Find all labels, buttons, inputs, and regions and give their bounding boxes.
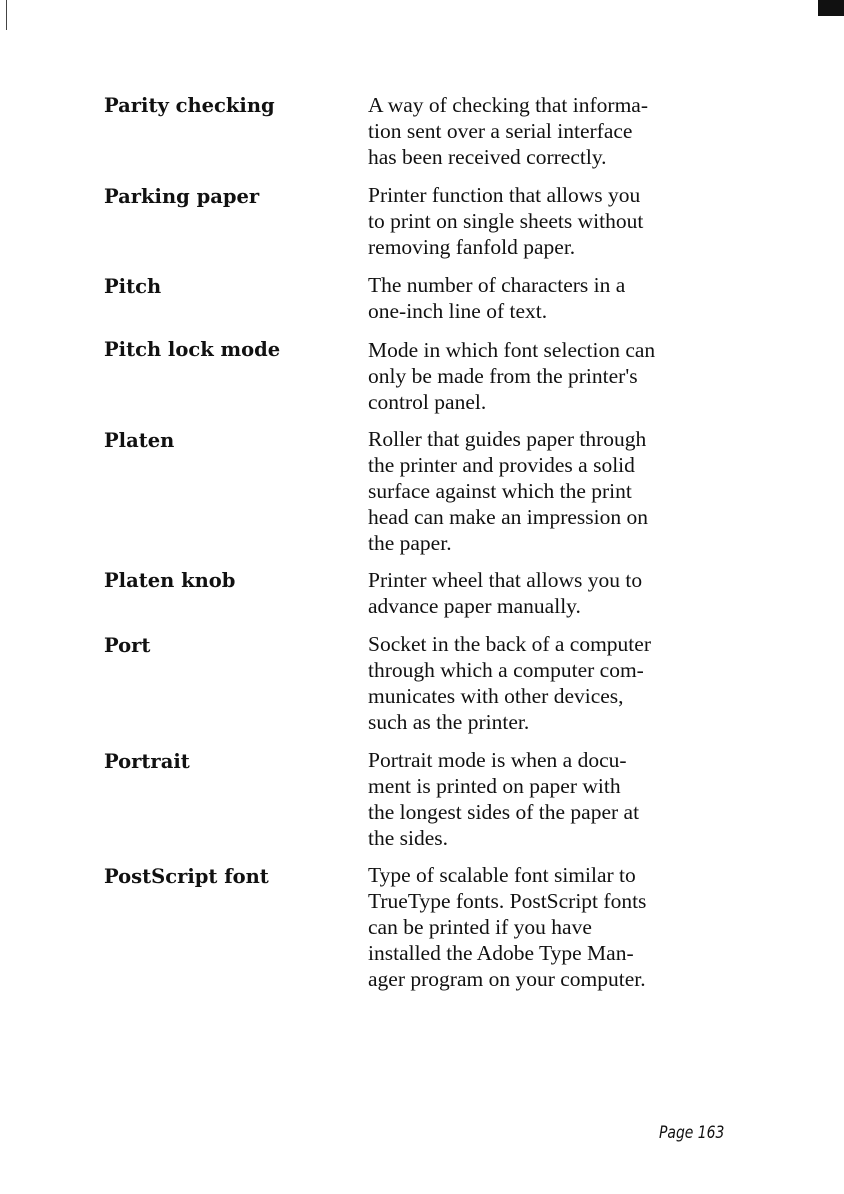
definition-line: Socket in the back of a computer: [368, 632, 651, 656]
definition-line: Printer wheel that allows you to: [368, 568, 643, 592]
definition-line: tion sent over a serial interface: [368, 119, 633, 143]
glossary-term: Parity checking: [104, 94, 275, 117]
definition-line: only be made from the printer's: [368, 364, 638, 388]
definition-line: Mode in which font selection can: [368, 338, 656, 362]
glossary-definition: [368, 567, 728, 619]
definition-line: Printer function that allows you: [368, 183, 641, 207]
glossary-term: Pitch: [104, 275, 162, 298]
glossary-definition: [368, 862, 728, 992]
glossary-term: Parking paper: [104, 185, 260, 208]
definition-line: The number of characters in a: [368, 273, 626, 297]
definition-line: surface against which the print: [368, 479, 632, 503]
definition-line: the printer and provides a solid: [368, 453, 635, 477]
definition-line: through which a computer com-: [368, 658, 644, 682]
definition-line: Portrait mode is when a docu-: [368, 748, 627, 772]
definition-line: ment is printed on paper with: [368, 774, 621, 798]
glossary-definition: [368, 272, 728, 324]
glossary-definition: [368, 337, 728, 415]
glossary-definition: [368, 631, 728, 735]
definition-line: removing fanfold paper.: [368, 235, 576, 259]
definition-line: such as the printer.: [368, 710, 530, 734]
glossary-term: Platen knob: [104, 569, 236, 592]
definition-line: advance paper manually.: [368, 594, 581, 618]
glossary-term: Pitch lock mode: [104, 338, 281, 361]
definition-line: head can make an impression on: [368, 505, 649, 529]
glossary-definition: [368, 426, 728, 556]
definition-line: the paper.: [368, 531, 452, 555]
definition-line: to print on single sheets without: [368, 209, 644, 233]
glossary-definition: [368, 747, 728, 851]
scan-edge-line: [6, 0, 7, 30]
glossary-definition: [368, 182, 728, 260]
definition-line: control panel.: [368, 390, 487, 414]
definition-line: can be printed if you have: [368, 915, 592, 939]
definition-line: municates with other devices,: [368, 684, 624, 708]
glossary-term: Portrait: [104, 750, 190, 773]
definition-line: A way of checking that informa-: [368, 93, 649, 117]
definition-line: Type of scalable font similar to: [368, 863, 636, 887]
page-number: Page 163: [659, 1123, 725, 1143]
definition-line: one-inch line of text.: [368, 299, 548, 323]
definition-line: Roller that guides paper through: [368, 427, 647, 451]
definition-line: has been received correctly.: [368, 145, 607, 169]
glossary-term: Platen: [104, 429, 175, 452]
glossary-term: Port: [104, 634, 151, 657]
glossary-term: PostScript font: [104, 865, 269, 888]
definition-line: TrueType fonts. PostScript fonts: [368, 889, 647, 913]
definition-line: the sides.: [368, 826, 449, 850]
definition-line: ager program on your computer.: [368, 967, 646, 991]
definition-line: the longest sides of the paper at: [368, 800, 640, 824]
glossary-definition: [368, 92, 728, 170]
scan-corner-mark: [818, 0, 844, 16]
definition-line: installed the Adobe Type Man-: [368, 941, 634, 965]
